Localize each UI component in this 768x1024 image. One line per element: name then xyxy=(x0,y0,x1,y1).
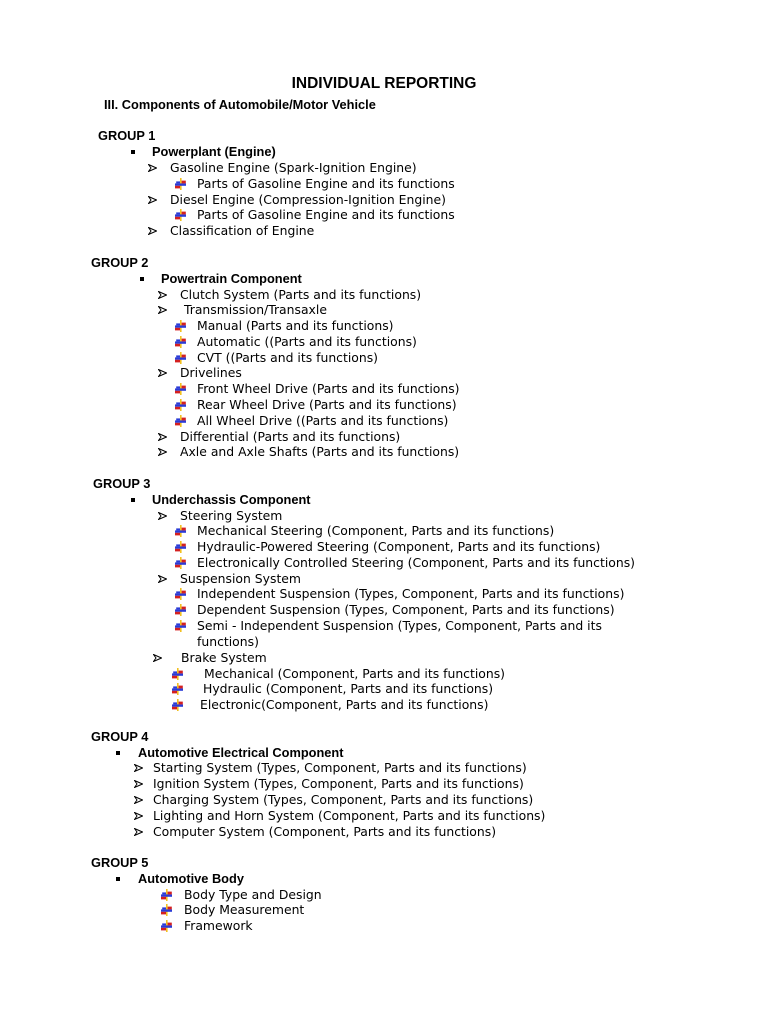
sub-list-item: Parts of Gasoline Engine and its functions xyxy=(197,176,455,191)
list-item: Steering System xyxy=(180,508,283,523)
sub-list-item: Rear Wheel Drive (Parts and its functions) xyxy=(197,397,457,412)
sub-list-item: Mechanical (Component, Parts and its functions) xyxy=(204,666,506,681)
arrow-bullet-icon xyxy=(134,760,143,772)
arrow-bullet-icon xyxy=(148,192,157,204)
cross-bullet-icon xyxy=(171,668,184,680)
list-item: Framework xyxy=(184,918,253,933)
arrow-bullet-icon xyxy=(148,223,157,235)
list-item: Drivelines xyxy=(180,365,242,380)
arrow-bullet-icon xyxy=(158,429,167,441)
arrow-bullet-icon xyxy=(158,287,167,299)
list-item: Ignition System (Types, Component, Parts and its functions) xyxy=(153,776,524,791)
cross-bullet-icon xyxy=(174,399,187,411)
square-bullet-icon xyxy=(131,150,135,154)
component-heading: Powerplant (Engine) xyxy=(152,144,276,159)
list-item: Body Measurement xyxy=(184,902,305,917)
list-item: Starting System (Types, Component, Parts and its functions) xyxy=(153,760,527,775)
list-item: Transmission/Transaxle xyxy=(184,302,327,317)
square-bullet-icon xyxy=(116,751,120,755)
sub-list-item: Dependent Suspension (Types, Component, Parts and its functions) xyxy=(197,602,615,617)
sub-list-item: Semi - Independent Suspension (Types, Component, Parts and its xyxy=(197,618,602,633)
sub-list-item: Electronically Controlled Steering (Component, Parts and its functions) xyxy=(197,555,635,570)
list-item: Gasoline Engine (Spark-Ignition Engine) xyxy=(170,160,417,175)
list-item: Differential (Parts and its functions) xyxy=(180,429,401,444)
arrow-bullet-icon xyxy=(134,792,143,804)
cross-bullet-icon xyxy=(174,415,187,427)
cross-bullet-icon xyxy=(171,699,184,711)
list-item: Brake System xyxy=(181,650,267,665)
arrow-bullet-icon xyxy=(153,650,162,662)
sub-list-item: Automatic ((Parts and its functions) xyxy=(197,334,417,349)
sub-list-item: Mechanical Steering (Component, Parts and its functions) xyxy=(197,523,555,538)
sub-list-item: All Wheel Drive ((Parts and its functions) xyxy=(197,413,449,428)
cross-bullet-icon xyxy=(160,889,173,901)
list-item: Axle and Axle Shafts (Parts and its functions) xyxy=(180,444,460,459)
cross-bullet-icon xyxy=(174,209,187,221)
arrow-bullet-icon xyxy=(158,508,167,520)
cross-bullet-icon xyxy=(174,352,187,364)
group-label: GROUP 3 xyxy=(93,476,151,491)
arrow-bullet-icon xyxy=(148,160,157,172)
component-heading: Underchassis Component xyxy=(152,492,311,507)
arrow-bullet-icon xyxy=(158,444,167,456)
arrow-bullet-icon xyxy=(134,808,143,820)
sub-list-item: Hydraulic-Powered Steering (Component, Parts and its functions) xyxy=(197,539,601,554)
sub-list-item: Parts of Gasoline Engine and its functions xyxy=(197,207,455,222)
document-title: INDIVIDUAL REPORTING xyxy=(291,75,477,92)
group-label: GROUP 4 xyxy=(91,729,149,744)
arrow-bullet-icon xyxy=(134,824,143,836)
list-item: Charging System (Types, Component, Parts and its functions) xyxy=(153,792,534,807)
arrow-bullet-icon xyxy=(158,302,167,314)
list-item: Lighting and Horn System (Component, Parts and its functions) xyxy=(153,808,546,823)
sub-list-item: Hydraulic (Component, Parts and its functions) xyxy=(203,681,494,696)
group-label: GROUP 5 xyxy=(91,855,149,870)
cross-bullet-icon xyxy=(174,383,187,395)
cross-bullet-icon xyxy=(174,588,187,600)
square-bullet-icon xyxy=(140,277,144,281)
cross-bullet-icon xyxy=(160,904,173,916)
square-bullet-icon xyxy=(131,498,135,502)
list-item: Classification of Engine xyxy=(170,223,315,238)
cross-bullet-icon xyxy=(171,683,184,695)
cross-bullet-icon xyxy=(174,557,187,569)
list-item: Suspension System xyxy=(180,571,301,586)
sub-list-item: Independent Suspension (Types, Component, Parts and its functions) xyxy=(197,586,625,601)
cross-bullet-icon xyxy=(160,920,173,932)
list-item: Computer System (Component, Parts and its functions) xyxy=(153,824,497,839)
list-item: Body Type and Design xyxy=(184,887,322,902)
sub-list-item: Manual (Parts and its functions) xyxy=(197,318,394,333)
square-bullet-icon xyxy=(116,877,120,881)
cross-bullet-icon xyxy=(174,620,187,632)
list-item: Diesel Engine (Compression-Ignition Engine) xyxy=(170,192,446,207)
sub-list-item: Front Wheel Drive (Parts and its functions) xyxy=(197,381,460,396)
group-label: GROUP 1 xyxy=(98,128,156,143)
sub-list-item: CVT ((Parts and its functions) xyxy=(197,350,379,365)
sub-list-item: functions) xyxy=(197,634,259,649)
arrow-bullet-icon xyxy=(158,571,167,583)
section-heading: III. Components of Automobile/Motor Vehicle xyxy=(104,97,376,112)
component-heading: Automotive Body xyxy=(138,871,244,886)
cross-bullet-icon xyxy=(174,178,187,190)
component-heading: Powertrain Component xyxy=(161,271,302,286)
cross-bullet-icon xyxy=(174,336,187,348)
list-item: Clutch System (Parts and its functions) xyxy=(180,287,422,302)
arrow-bullet-icon xyxy=(134,776,143,788)
cross-bullet-icon xyxy=(174,320,187,332)
group-label: GROUP 2 xyxy=(91,255,149,270)
arrow-bullet-icon xyxy=(158,365,167,377)
component-heading: Automotive Electrical Component xyxy=(138,745,344,760)
sub-list-item: Electronic(Component, Parts and its functions) xyxy=(200,697,489,712)
cross-bullet-icon xyxy=(174,525,187,537)
cross-bullet-icon xyxy=(174,604,187,616)
cross-bullet-icon xyxy=(174,541,187,553)
